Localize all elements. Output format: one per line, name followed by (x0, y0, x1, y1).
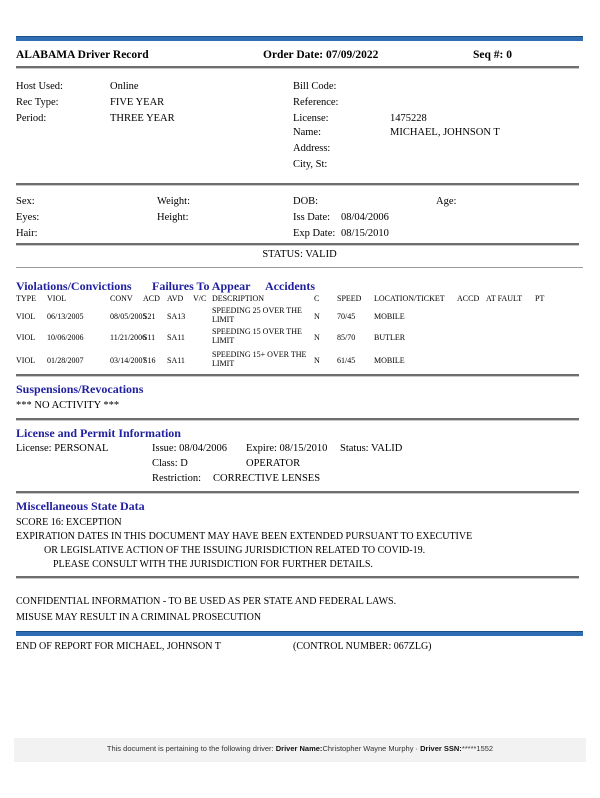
suspensions-bottom-rule (16, 418, 579, 421)
cell-avd: SA13 (167, 312, 186, 321)
cell-speed: 70/45 (337, 312, 356, 321)
status-bottom-rule (16, 267, 583, 268)
col-header-c: C (314, 294, 320, 303)
weight-label: Weight: (157, 196, 190, 207)
reference-label: Reference: (293, 97, 339, 108)
hair-label: Hair: (16, 228, 38, 239)
cell-conv: 08/05/2005 (110, 312, 147, 321)
name-value: MICHAEL, JOHNSON T (390, 127, 500, 138)
cell-c: N (314, 312, 320, 321)
license-value: 1475228 (390, 113, 427, 124)
sequence-number: Seq #: 0 (473, 49, 512, 61)
cell-type: VIOL (16, 312, 36, 321)
col-header-viol: VIOL (47, 294, 67, 303)
misc-bottom-rule (16, 576, 579, 579)
license-class-label: Class: D (152, 458, 188, 469)
col-header-location-ticket: LOCATION/TICKET (374, 294, 445, 303)
license-permit-heading: License and Permit Information (16, 426, 181, 440)
cell-description: SPEEDING 15 OVER THE LIMIT (212, 327, 302, 346)
page-title: ALABAMA Driver Record (16, 49, 149, 61)
footer-prefix: This document is pertaining to the following driver: (106, 744, 276, 753)
cell-speed: 61/45 (337, 356, 356, 365)
col-header-vc: V/C (193, 294, 207, 303)
bill-code-label: Bill Code: (293, 81, 337, 92)
cell-conv: 03/14/2007 (110, 356, 147, 365)
footer-driver-name-value: Christopher Wayne Murphy (322, 744, 414, 753)
cell-conv: 11/21/2006 (110, 333, 147, 342)
cell-acd: S21 (143, 312, 156, 321)
rec-type-label: Rec Type: (16, 97, 59, 108)
license-type: License: PERSONAL (16, 443, 109, 454)
city-state-label: City, St: (293, 159, 328, 170)
license-expire-date: Expire: 08/15/2010 (246, 443, 328, 454)
cell-location: MOBILE (374, 356, 405, 365)
violations-bottom-rule (16, 374, 579, 377)
confidential-line-2: MISUSE MAY RESULT IN A CRIMINAL PROSECUTION (16, 612, 262, 623)
sex-label: Sex: (16, 196, 35, 207)
cell-c: N (314, 333, 320, 342)
misc-state-data-heading: Miscellaneous State Data (16, 499, 145, 513)
misc-line-1: EXPIRATION DATES IN THIS DOCUMENT MAY HAVE BEEN EXTENDED PURSUANT TO EXECUTIVE (16, 531, 473, 542)
cell-location: MOBILE (374, 312, 405, 321)
license-issue-date: Issue: 08/04/2006 (152, 443, 227, 454)
col-header-description: DESCRIPTION (212, 294, 265, 303)
exp-date-value: 08/15/2010 (341, 228, 389, 239)
cell-c: N (314, 356, 320, 365)
license-status: Status: VALID (340, 443, 403, 454)
suspensions-body: *** NO ACTIVITY *** (16, 400, 120, 411)
host-used-label: Host Used: (16, 81, 63, 92)
cell-description: SPEEDING 15+ OVER THE LIMIT (212, 350, 307, 369)
physical-bottom-rule (16, 243, 579, 246)
footer-driver-name-label: Driver Name: (275, 744, 323, 753)
control-number: (CONTROL NUMBER: 067ZLG) (293, 641, 432, 652)
footer-separator: · (413, 744, 421, 753)
header-bottom-rule (16, 66, 579, 69)
col-header-pt: PT (535, 294, 545, 303)
footer-driver-ssn-value: *****1552 (461, 744, 494, 753)
eyes-label: Eyes: (16, 212, 40, 223)
col-header-at-fault: AT FAULT (486, 294, 523, 303)
status-badge: STATUS: VALID (262, 249, 337, 260)
header-top-blue-rule (16, 36, 583, 41)
dob-label: DOB: (293, 196, 319, 207)
period-label: Period: (16, 113, 47, 124)
col-header-acd: ACD (143, 294, 160, 303)
footer-driver-ssn-label: Driver SSN: (420, 744, 462, 753)
height-label: Height: (157, 212, 189, 223)
cell-acd: S16 (143, 356, 156, 365)
cell-location: BUTLER (374, 333, 406, 342)
license-class-value: OPERATOR (246, 458, 301, 469)
misc-line-3: PLEASE CONSULT WITH THE JURISDICTION FOR FURTHER DETAILS. (53, 559, 373, 570)
misc-score-line: SCORE 16: EXCEPTION (16, 517, 122, 528)
record-info-bottom-rule (16, 183, 579, 186)
col-header-conv: CONV (110, 294, 133, 303)
cell-type: VIOL (16, 356, 36, 365)
cell-viol: 10/06/2006 (47, 333, 84, 342)
license-permit-bottom-rule (16, 491, 579, 494)
col-header-speed: SPEED (337, 294, 362, 303)
name-label: Name: (293, 127, 321, 138)
violations-heading: Violations/Convictions (16, 279, 132, 293)
license-label: License: (293, 113, 329, 124)
age-label: Age: (436, 196, 457, 207)
license-restriction-value: CORRECTIVE LENSES (213, 473, 321, 484)
col-header-type: TYPE (16, 294, 36, 303)
exp-date-label: Exp Date: (293, 228, 336, 239)
cell-acd: S11 (143, 333, 156, 342)
col-header-avd: AVD (167, 294, 184, 303)
cell-viol: 01/28/2007 (47, 356, 84, 365)
accidents-heading: Accidents (265, 279, 315, 293)
host-used-value: Online (110, 81, 139, 92)
cell-avd: SA11 (167, 333, 185, 342)
footer-blue-rule (16, 631, 583, 636)
col-header-accd: ACCD (457, 294, 480, 303)
order-date: Order Date: 07/09/2022 (263, 49, 379, 61)
cell-description: SPEEDING 25 OVER THE LIMIT (212, 306, 302, 325)
period-value: THREE YEAR (110, 113, 175, 124)
misc-line-2: OR LEGISLATIVE ACTION OF THE ISSUING JURISDICTION RELATED TO COVID-19. (44, 545, 426, 556)
confidential-line-1: CONFIDENTIAL INFORMATION - TO BE USED AS PER STATE AND FEDERAL LAWS. (16, 596, 397, 607)
footer-driver-info (14, 744, 586, 753)
iss-date-value: 08/04/2006 (341, 212, 389, 223)
cell-speed: 85/70 (337, 333, 356, 342)
cell-avd: SA11 (167, 356, 185, 365)
end-of-report-text: END OF REPORT FOR MICHAEL, JOHNSON T (16, 641, 221, 652)
rec-type-value: FIVE YEAR (110, 97, 165, 108)
suspensions-heading: Suspensions/Revocations (16, 382, 144, 396)
license-restriction-label: Restriction: (152, 473, 201, 484)
failures-to-appear-heading: Failures To Appear (152, 279, 251, 293)
iss-date-label: Iss Date: (293, 212, 331, 223)
address-label: Address: (293, 143, 331, 154)
cell-viol: 06/13/2005 (47, 312, 84, 321)
cell-type: VIOL (16, 333, 36, 342)
